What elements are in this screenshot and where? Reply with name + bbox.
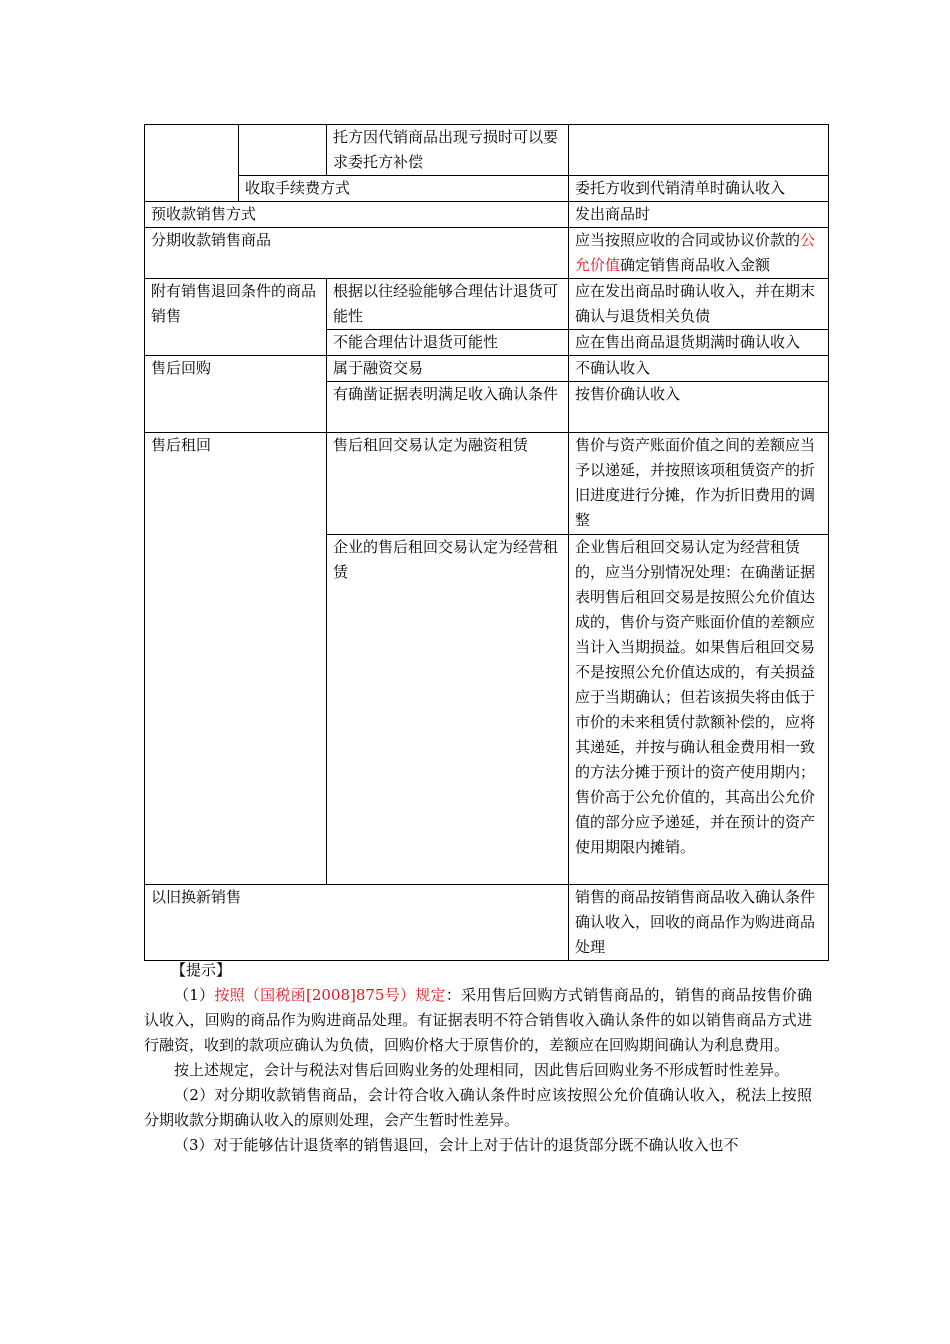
paragraph: （2）对分期收款销售商品，会计符合收入确认条件时应该按照公允价值确认收入，税法上按照分期收款分期确认收入的原则处理，会产生暂时性差异。: [144, 1086, 812, 1129]
table-row: [145, 228, 829, 279]
table-cell: 售后回购: [145, 356, 327, 433]
revenue-recognition-table: [144, 124, 829, 961]
table-cell: 预收款销售方式: [145, 202, 569, 228]
table-cell: 托方因代销商品出现亏损时可以要求委托方补偿: [327, 125, 569, 176]
table-cell: 不能合理估计退货可能性: [327, 330, 569, 356]
tips-section: [144, 958, 812, 1158]
table-cell: 销售的商品按销售商品收入确认条件确认收入，回收的商品作为购进商品处理: [569, 885, 829, 961]
table-row: [145, 433, 829, 535]
table-cell: 分期收款销售商品: [145, 228, 569, 279]
paragraph: （3）对于能够估计退货率的销售退回，会计上对于估计的退货部分既不确认收入也不: [174, 1136, 739, 1154]
table-row: [145, 885, 829, 961]
paragraph: [144, 983, 812, 1058]
table-cell: 以旧换新销售: [145, 885, 569, 961]
table-cell: 售后租回: [145, 433, 327, 885]
paragraph: 按上述规定，会计与税法对售后回购业务的处理相同，因此售后回购业务不形成暂时性差异。: [174, 1061, 790, 1079]
table-cell: 不确认收入: [569, 356, 829, 382]
highlighted-text: 公允价值: [575, 231, 816, 274]
table-cell: 按售价确认收入: [569, 382, 829, 433]
cell-text: 确定销售商品收入金额: [620, 256, 771, 274]
table-cell: 应在售出商品退货期满时确认收入: [569, 330, 829, 356]
highlighted-text: 按照（国税函[2008]875号）规定: [214, 986, 446, 1004]
table-cell: 售后租回交易认定为融资租赁: [327, 433, 569, 535]
table-cell: 企业售后租回交易认定为经营租赁的，应当分别情况处理：在确凿证据表明售后租回交易是按照公允价值达成的，售价与资产账面价值的差额应当计入当期损益。如果售后租回交易不是按照公允价值达成的，有关损益应于当期确认；但若该损失将由低于市价的未来租赁付款额补偿的，应将其递延，并按与确认租金费用相一致的方法分摊于预计的资产使用期内；售价高于公允价值的，其高出公允价值的部分应予递延，并在预计的资产使用期限内摊销。: [569, 535, 829, 885]
tips-heading: 【提示】: [171, 961, 232, 979]
table-cell: [569, 228, 829, 279]
table-cell: 发出商品时: [569, 202, 829, 228]
cell-text: 应当按照应收的合同或协议价款的: [575, 231, 801, 249]
table-cell: 属于融资交易: [327, 356, 569, 382]
table-cell: 委托方收到代销清单时确认收入: [569, 176, 829, 202]
table-row: [145, 356, 829, 382]
table-cell: 应在发出商品时确认收入，并在期末确认与退货相关负债: [569, 279, 829, 330]
table-cell: [239, 125, 327, 176]
table-row: [145, 125, 829, 176]
table-cell: [145, 125, 239, 202]
table-cell: 收取手续费方式: [239, 176, 569, 202]
table-cell: 企业的售后租回交易认定为经营租赁: [327, 535, 569, 885]
table-row: [145, 176, 829, 202]
table-cell: [569, 125, 829, 176]
paragraph-number: （1）: [174, 986, 215, 1004]
table-cell: 售价与资产账面价值之间的差额应当予以递延，并按照该项租赁资产的折旧进度进行分摊，作为折旧费用的调整: [569, 433, 829, 535]
table-row: [145, 202, 829, 228]
table-cell: 有确凿证据表明满足收入确认条件: [327, 382, 569, 433]
paragraph-text: ：采用售后回购方式销售商品的，销售的商品按售价确认收入，回购的商品作为购进商品处理。有证据表明不符合销售收入确认条件的如以销售商品方式进行融资，收到的款项应确认为负债，回购价格大于原售价的，差额应在回购期间确认为利息费用。: [144, 986, 812, 1054]
table-cell: 附有销售退回条件的商品销售: [145, 279, 327, 356]
table-cell: 根据以往经验能够合理估计退货可能性: [327, 279, 569, 330]
table-row: [145, 279, 829, 330]
